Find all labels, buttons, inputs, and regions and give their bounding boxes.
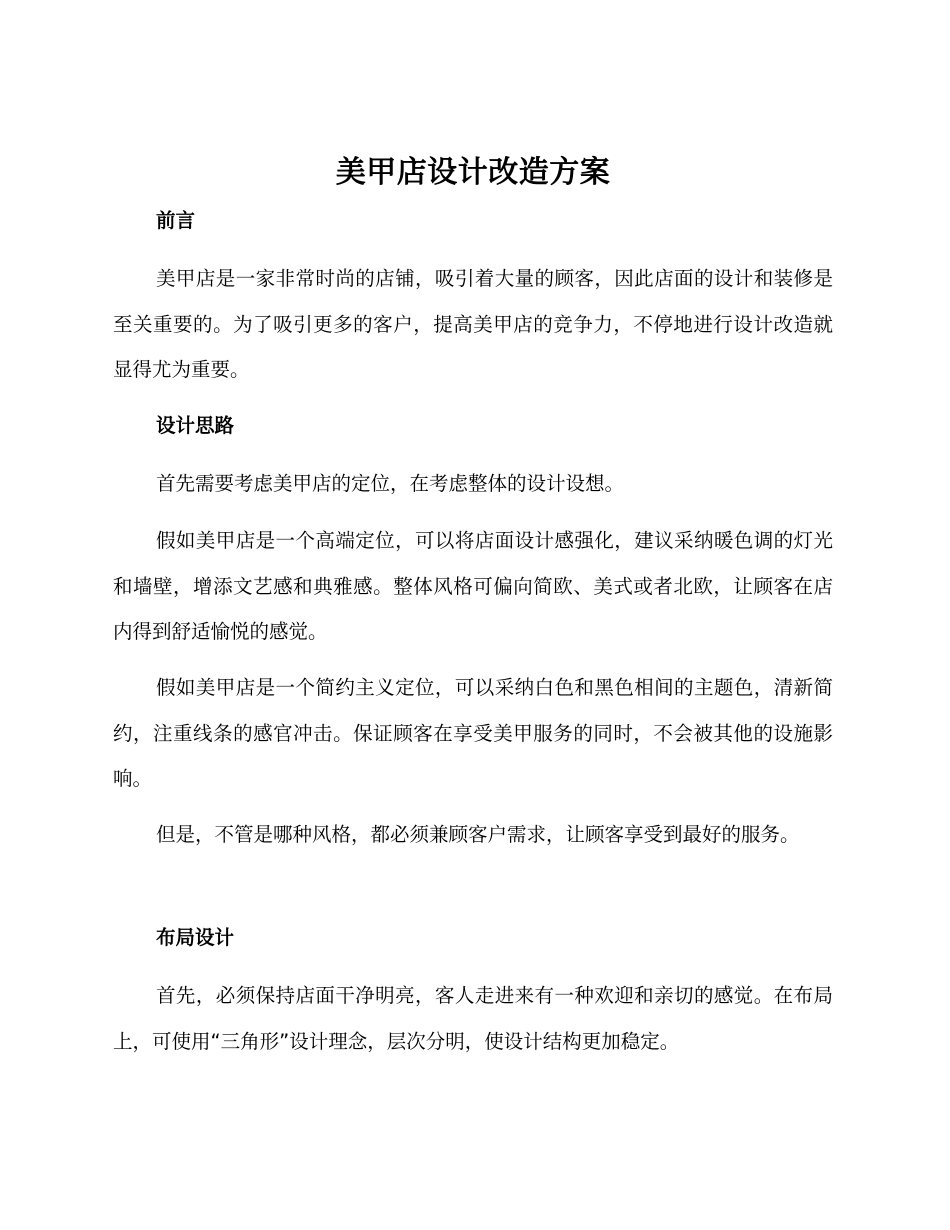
section-heading-design-idea: 设计思路 — [156, 414, 235, 437]
paragraph: 假如美甲店是一个高端定位，可以将店面设计感强化，建议采纳暖色调的灯光和墙壁，增添文艺感和典雅感。整体风格可偏向简欧、美式或者北欧，让顾客在店内得到舒适愉悦的感觉。 — [113, 529, 833, 643]
section-heading-layout-design: 布局设计 — [156, 926, 235, 949]
section-heading-preface: 前言 — [156, 209, 196, 232]
paragraph: 但是，不管是哪种风格，都必须兼顾客户需求，让顾客享受到最好的服务。 — [156, 823, 800, 846]
paragraph: 假如美甲店是一个简约主义定位，可以采纳白色和黑色相间的主题色，清新简约，注重线条的感官冲击。保证顾客在享受美甲服务的同时，不会被其他的设施影响。 — [113, 676, 833, 790]
paragraph: 首先需要考虑美甲店的定位，在考虑整体的设计设想。 — [156, 472, 625, 495]
paragraph: 首先，必须保持店面干净明亮，客人走进来有一种欢迎和亲切的感觉。在布局上，可使用“三角形”设计理念，层次分明，使设计结构更加稳定。 — [113, 984, 833, 1053]
paragraph: 美甲店是一家非常时尚的店铺，吸引着大量的顾客，因此店面的设计和装修是至关重要的。为了吸引更多的客户，提高美甲店的竞争力，不停地进行设计改造就显得尤为重要。 — [113, 267, 833, 381]
document-title: 美甲店设计改造方案 — [335, 155, 611, 190]
